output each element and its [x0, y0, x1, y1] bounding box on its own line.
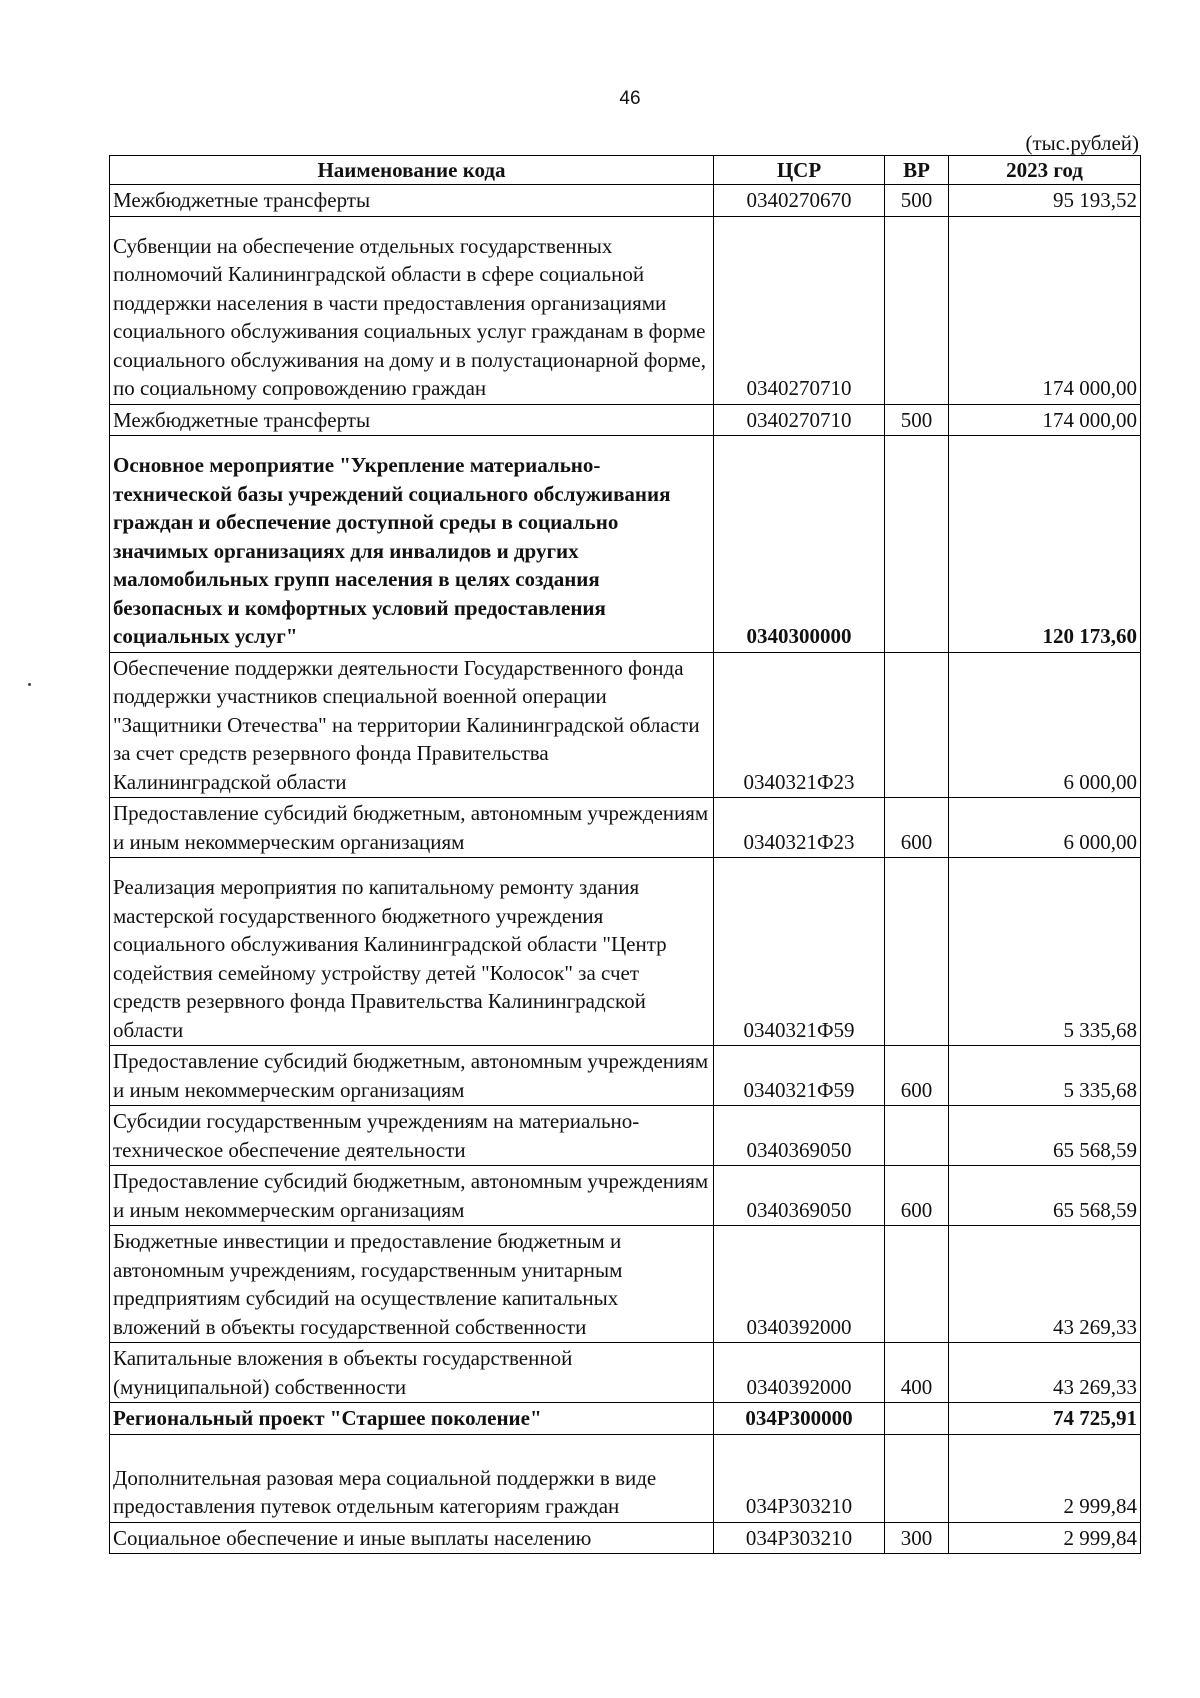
row-csr: 0340270710 [714, 404, 885, 436]
row-name-text: Дополнительная разовая мера социальной поддержки в виде предоставления путевок отдельным категориям граждан [113, 1465, 657, 1518]
table-row [110, 1522, 1141, 1554]
row-name-text: Основное мероприятие "Укрепление материально-технической базы учреждений социального обслуживания граждан и обеспечение доступной среды в социально значимых организациях для инвалидов и других маломобильных групп населения в целях создания безопасных и комфортных условий предоставления социальных услуг" [113, 453, 671, 648]
row-vr [885, 1403, 949, 1435]
row-name: Субсидии государственным учреждениям на материально-техническое обеспечение деятельности [110, 1106, 714, 1166]
row-name [110, 858, 714, 1046]
row-name: Региональный проект "Старшее поколение" [110, 1403, 714, 1435]
row-spacer [113, 218, 710, 232]
row-csr: 034P303210 [714, 1434, 885, 1522]
row-csr: 0340321Ф59 [714, 858, 885, 1046]
row-sum: 6 000,00 [949, 652, 1141, 798]
row-sum: 43 269,33 [949, 1343, 1141, 1403]
row-name: Межбюджетные трансферты [110, 404, 714, 436]
row-vr [885, 216, 949, 404]
table-row [110, 1106, 1141, 1166]
row-sum: 174 000,00 [949, 216, 1141, 404]
row-vr [885, 436, 949, 653]
row-sum: 5 335,68 [949, 1046, 1141, 1106]
row-csr: 034P303210 [714, 1522, 885, 1554]
row-sum: 43 269,33 [949, 1226, 1141, 1343]
row-vr: 600 [885, 1046, 949, 1106]
table-row [110, 185, 1141, 217]
row-name-text: Субвенции на обеспечение отдельных государственных полномочий Калининградской области в сфере социальной поддержки населения в части предоставления организациями социального обслуживания социальных услуг гражданам в форме социального обслуживания на дому и в полустационарной форме, по социальному сопровождению граждан [113, 233, 706, 400]
row-sum: 120 173,60 [949, 436, 1141, 653]
row-sum: 95 193,52 [949, 185, 1141, 217]
row-csr: 0340300000 [714, 436, 885, 653]
row-vr: 500 [885, 404, 949, 436]
table-row [110, 1226, 1141, 1343]
row-name: Капитальные вложения в объекты государственной (муниципальной) собственности [110, 1343, 714, 1403]
row-name: Межбюджетные трансферты [110, 185, 714, 217]
row-csr: 0340392000 [714, 1226, 885, 1343]
row-sum: 74 725,91 [949, 1403, 1141, 1435]
table-row [110, 216, 1141, 404]
row-name [110, 216, 714, 404]
row-sum: 65 568,59 [949, 1106, 1141, 1166]
row-sum: 5 335,68 [949, 858, 1141, 1046]
row-vr [885, 1226, 949, 1343]
table-row [110, 1046, 1141, 1106]
row-csr: 0340369050 [714, 1106, 885, 1166]
row-name: Предоставление субсидий бюджетным, автономным учреждениям и иным некоммерческим организациям [110, 1166, 714, 1226]
row-csr: 0340369050 [714, 1166, 885, 1226]
row-name [110, 436, 714, 653]
row-csr: 0340270710 [714, 216, 885, 404]
row-vr [885, 858, 949, 1046]
row-csr: 034P300000 [714, 1403, 885, 1435]
header-sum: 2023 год [949, 156, 1141, 185]
table-header-row [110, 156, 1141, 185]
page-number: 46 [619, 88, 641, 109]
row-name: Социальное обеспечение и иные выплаты населению [110, 1522, 714, 1554]
header-csr: ЦСР [714, 156, 885, 185]
row-name [110, 1434, 714, 1522]
table-row [110, 1343, 1141, 1403]
header-name: Наименование кода [110, 156, 714, 185]
table-row [110, 652, 1141, 798]
row-name: Бюджетные инвестиции и предоставление бюджетным и автономным учреждениям, государственным унитарным предприятиям субсидий на осуществление капитальных вложений в объекты государственной собственности [110, 1226, 714, 1343]
table-row [110, 798, 1141, 858]
row-sum: 174 000,00 [949, 404, 1141, 436]
row-sum: 2 999,84 [949, 1434, 1141, 1522]
row-name: Предоставление субсидий бюджетным, автономным учреждениям и иным некоммерческим организациям [110, 798, 714, 858]
table-row [110, 1166, 1141, 1226]
row-vr [885, 652, 949, 798]
row-vr: 600 [885, 1166, 949, 1226]
row-csr: 0340321Ф23 [714, 798, 885, 858]
header-vr: ВР [885, 156, 949, 185]
row-sum: 6 000,00 [949, 798, 1141, 858]
budget-table [109, 155, 1141, 1554]
table-row [110, 858, 1141, 1046]
row-vr [885, 1106, 949, 1166]
row-csr: 0340392000 [714, 1343, 885, 1403]
row-sum: 2 999,84 [949, 1522, 1141, 1554]
row-csr: 0340321Ф59 [714, 1046, 885, 1106]
row-spacer [113, 1436, 710, 1464]
row-vr [885, 1434, 949, 1522]
row-sum: 65 568,59 [949, 1166, 1141, 1226]
row-vr: 400 [885, 1343, 949, 1403]
units-label: (тыс.рублей) [1025, 131, 1139, 155]
table-row [110, 1434, 1141, 1522]
table-row-section [110, 1403, 1141, 1435]
row-name: Обеспечение поддержки деятельности Государственного фонда поддержки участников специальной военной операции "Защитники Отечества" на территории Калининградской области за счет средств резервного фонда Правительства Калининградской области [110, 652, 714, 798]
row-csr: 0340321Ф23 [714, 652, 885, 798]
row-name: Предоставление субсидий бюджетным, автономным учреждениям и иным некоммерческим организациям [110, 1046, 714, 1106]
scan-speck [28, 683, 31, 686]
table-row-section [110, 436, 1141, 653]
row-vr: 600 [885, 798, 949, 858]
row-csr: 0340270670 [714, 185, 885, 217]
row-vr: 300 [885, 1522, 949, 1554]
table-row [110, 404, 1141, 436]
row-name-text: Реализация мероприятия по капитальному ремонту здания мастерской государственного бюджетного учреждения социального обслуживания Калининградской области "Центр содействия семейному устройству детей "Колосок" за счет средств резервного фонда Правительства Калининградской области [113, 875, 667, 1042]
row-vr: 500 [885, 185, 949, 217]
row-spacer [113, 437, 710, 451]
row-spacer [113, 859, 710, 873]
